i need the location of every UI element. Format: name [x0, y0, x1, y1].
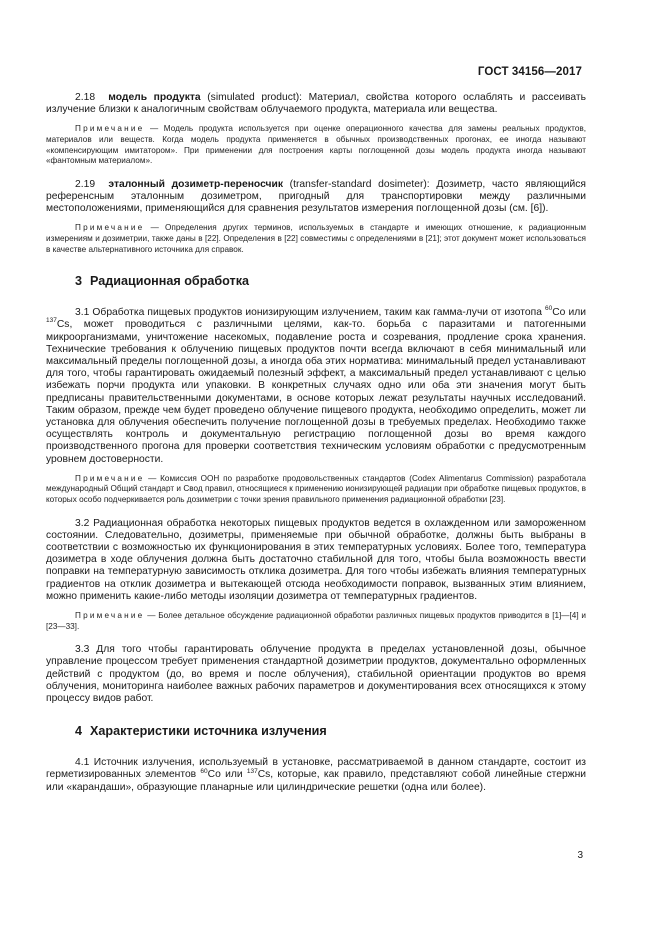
clause-text: Для того чтобы гарантировать облучение продукта в пределах установленной дозы, обычное управление процессом требует применения стандартной дозиметрии продуктов, документально оформленных действий с продуктом (до, во время и после облучения), стабильной ориентации продуктов во время облучения, мониторинга наиболее важных рабочих параметров и документирования всех относящихся к этому процессу видов работ. — [46, 644, 586, 705]
clause-number: 3.3 — [75, 644, 90, 656]
term-name: эталонный дозиметр-переносчик — [108, 178, 283, 190]
isotope-mass-number: 137 — [46, 317, 57, 325]
clause-text: Обработка пищевых продуктов ионизирующим излучением, таким как гамма-лучи от изотопа — [89, 307, 545, 319]
note-text: — Модель продукта используется при оценке операционного качества для замены реальных продуктов, материалов или веществ. Когда модель продукта применяется в обычных производственных прогонах, ее иногда называют «компенсирующим имитатором». При применении для построения карты поглощенной дозы модель продукта иногда называют «фантомным материалом». — [46, 124, 586, 166]
clause-number: 2.19 — [75, 178, 96, 190]
note-text: — Более детальное обсуждение радиационной обработки различных пищевых продуктов приводится в [1]—[4] и [23—33]. — [46, 611, 586, 631]
term-name: модель продукта — [108, 92, 201, 103]
isotope-mass-number: 60 — [545, 305, 553, 313]
clause-3-2 — [46, 518, 586, 603]
note-3-1 — [46, 474, 586, 506]
clause-text: Источник излучения, используемый в установке, рассматриваемой в данном стандарте, состоит из герметизированных элементов — [46, 757, 586, 781]
page-number: 3 — [577, 850, 583, 861]
clause-3-3 — [46, 644, 586, 705]
isotope-mass-number: 137 — [246, 767, 258, 775]
note-label: Примечание — [75, 124, 145, 134]
clause-number: 3.1 — [75, 307, 90, 319]
section-number: 4 — [75, 724, 83, 739]
document-code: ГОСТ 34156—2017 — [477, 66, 582, 78]
term-definition: (simulated product): Материал, свойства которого ослаблять и рассеивать излучение близки к аналогичным свойствам облучаемого продукта, материала или вещества. — [46, 92, 586, 116]
isotope-mass-number: 60 — [200, 767, 208, 775]
note-text: — Комиссия ООН по разработке продовольственных стандартов (Codex Alimentarus Commission) разработала международный Общий стандарт и Свод правил, относящиеся к применению ионизирующей радиации при обработке пищевых продуктов, в которых особо подчеркивается роль дозиметрии с точки зрения правильного применения радиационной обработки [23]. — [46, 473, 586, 504]
clause-2-18 — [46, 92, 586, 116]
clause-2-19 — [46, 179, 586, 216]
clause-number: 2.18 — [75, 92, 96, 103]
note-label: Примечание — [75, 223, 145, 233]
section-3-heading — [46, 274, 586, 288]
clause-3-1 — [46, 307, 586, 466]
section-number: 3 — [75, 274, 83, 289]
note-label: Примечание — [75, 473, 145, 483]
section-4-heading — [46, 724, 586, 738]
clause-text: Cs, которые, как правило, представляют собой линейные стержни или «карандаши», образующие планарные или цилиндрические решетки (одна или более). — [46, 769, 587, 793]
note-3-2 — [46, 611, 586, 632]
note-2-18 — [46, 124, 586, 166]
note-label: Примечание — [75, 611, 145, 621]
document-body — [46, 92, 586, 794]
clause-text: Co или — [207, 769, 247, 781]
clause-text: Радиационная обработка некоторых пищевых продуктов ведется в охлажденном или замороженном состоянии. Следовательно, дозиметры, применяемые при обычной обработке, должны быть выбраны в соответствии с возможностью их функционирования в этих температурных условиях. Более того, температура дозиметра в ходе облучения должна быть достаточно стабильной для того, чтобы была возможность ввести поправки на температурную зависимость отклика дозиметра. Для того чтобы избежать влияния температурных градиентов на отклик дозиметра и вытекающей отсюда необходимости поправок, вызванных этим влиянием, можно применить какие-либо методы изоляции дозиметра от температурных градиентов. — [46, 517, 586, 602]
section-title: Характеристики источника излучения — [90, 724, 327, 739]
clause-number: 4.1 — [75, 757, 90, 769]
clause-number: 3.2 — [75, 517, 90, 529]
note-2-19 — [46, 223, 586, 255]
clause-text: Cs, может проводиться с различными целями, как-то. борьба с паразитами и патогенными микроорганизмами, уничтожение насекомых, подавление роста и созревания, продление срока хранения. Технические требования к облучению пищевых продуктов почти всегда включают в себя минимальный или максимальный пределы поглощенной дозы, а иногда оба этих норматива: минимальный предел устанавливают для того, чтобы гарантировать ожидаемый полезный эффект, а максимальный предел устанавливают с целью избежать порчи продукта или упаковки. В конкретных случаях одно или оба эти значения могут быть предписаны правительственными документами, в основе которых лежат результаты научных исследований. Таким образом, прежде чем будет проведено облучение пищевого продукта, необходимо определить, может ли установка для облучения обеспечить получение поглощенной дозы в требуемых пределах. Необходимо также осуществлять контроль и документальную регистрацию поглощенной дозы во время каждого производственного прогона для проверки соответствия техническим условиям обработки с предусмотренным уровнем достоверности. — [46, 319, 586, 465]
clause-4-1 — [46, 757, 586, 794]
note-text: — Определения других терминов, используемых в стандарте и имеющих отношение, к радиационным измерениям и дозиметрии, также даны в [22]. Определения в [22] совместимы с определениями в [21]; этот документ может использоваться в качестве альтернативного источника для справок. — [46, 223, 586, 254]
term-definition: (transfer-standard dosimeter): Дозиметр, часто являющийся референсным эталонным дозиметром, пригодный для транспортировки между различными местоположениями, применяющийся для сравнения результатов измерения поглощенной дозы (см. [6]). — [46, 178, 586, 215]
clause-text: Co или — [552, 307, 586, 319]
section-title: Радиационная обработка — [90, 274, 250, 289]
